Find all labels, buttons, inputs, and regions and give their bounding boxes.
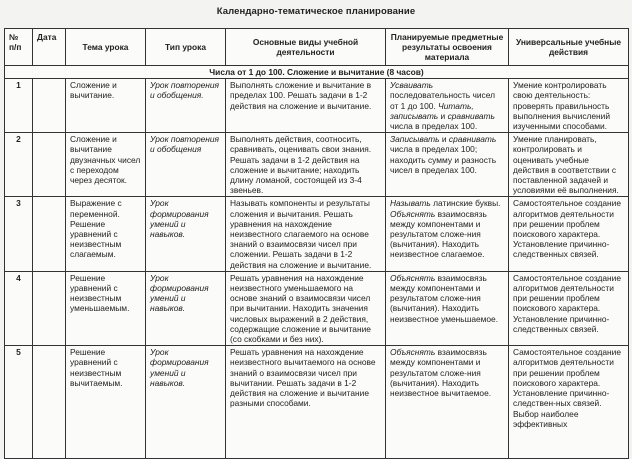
header-uud: Универсальные учебные действия	[509, 29, 629, 66]
result-segment: Усваивать	[390, 80, 434, 91]
header-num: № п/п	[5, 29, 33, 66]
planning-table	[4, 28, 629, 459]
cell-num: 3	[5, 197, 33, 271]
section-row	[5, 66, 629, 79]
cell-uud: Умение планировать, контролировать и оценивать учебные действия в соответствии с поставленной задачей и условиями её выполнения.	[509, 133, 629, 197]
cell-uud: Самостоятельное создание алгоритмов деятельности при решении проблем поискового характера. Установление причинно-следствен-ных связей. Выбор наиболее эффективных	[509, 346, 629, 459]
result-segment: Объяснять	[390, 208, 436, 219]
cell-activities: Называть компоненты и результаты сложения и вычитания. Решать уравнения на нахождение неизвестного слагаемого на основе знаний о взаимосвязи чисел при сложении. Решать задачи в 1-2 действия на сложение и вычитание.	[226, 197, 386, 271]
result-segment: взаимосвязь между компонентами и результатом сложе-ния (вычитания). Находить неизвестное вычитаемое.	[390, 347, 492, 399]
table-row	[5, 79, 629, 133]
cell-topic: Решение уравнений с неизвестным уменьшаемым.	[66, 271, 146, 345]
cell-results	[386, 346, 509, 459]
cell-activities: Решать уравнения на нахождение неизвестного вычитаемого на основе знаний о взаимосвязи чисел при вычитании. Решать задачи в 1-2 действия на сложение и вычитание разными способами.	[226, 346, 386, 459]
cell-type: Урок повторения и обобщения	[146, 133, 226, 197]
result-segment: Записывать	[390, 134, 440, 145]
cell-num: 1	[5, 79, 33, 133]
cell-date	[33, 346, 66, 459]
cell-date	[33, 271, 66, 345]
result-segment: последовательность чисел от 1 до 100.	[390, 90, 495, 111]
cell-date	[33, 133, 66, 197]
result-segment: взаимосвязь между компонентами и результатом сложе-ния (вычитания). Находить неизвестное слагаемое.	[390, 208, 487, 260]
result-segment: взаимосвязь между компонентами и результатом сложе-ния (вычитания). Находить неизвестное уменьшаемое.	[390, 272, 499, 324]
cell-type: Урок повторения и обобщения.	[146, 79, 226, 133]
header-date: Дата	[33, 29, 66, 66]
cell-num: 4	[5, 271, 33, 345]
header-topic: Тема урока	[66, 29, 146, 66]
result-segment: Называть	[390, 198, 431, 209]
result-segment: и	[439, 134, 449, 145]
cell-topic: Выражение с переменной. Решение уравнений с неизвестным слагаемым.	[66, 197, 146, 271]
result-segment: сравнивать	[447, 110, 495, 121]
header-results: Планируемые предметные результаты освоения материала	[386, 29, 509, 66]
header-type: Тип урока	[146, 29, 226, 66]
cell-topic: Сложение и вычитание двузначных чисел с переходом через десяток.	[66, 133, 146, 197]
cell-activities: Выполнять сложение и вычитание в пределах 100. Решать задачи в 1-2 действия на сложение и вычитание.	[226, 79, 386, 133]
table-row	[5, 197, 629, 271]
cell-topic: Сложение и вычитание.	[66, 79, 146, 133]
cell-uud: Самостоятельное создание алгоритмов деятельности при решении проблем поискового характера. Установление причинно-следственных связей.	[509, 197, 629, 271]
cell-activities: Выполнять действия, соотносить, сравнивать, оценивать свои знания. Решать задачи в 1-2 действия на сложение и вычитание; находить длину ломаной, состоящей из 3-4 звеньев.	[226, 133, 386, 197]
table-row	[5, 271, 629, 345]
section-title: Числа от 1 до 100. Сложение и вычитание (8 часов)	[5, 66, 629, 79]
page-title: Календарно-тематическое планирование	[216, 6, 416, 17]
cell-results	[386, 197, 509, 271]
result-segment: и	[438, 110, 448, 121]
cell-results	[386, 79, 509, 133]
table-row	[5, 346, 629, 459]
cell-type: Урок формирования умений и навыков.	[146, 197, 226, 271]
result-segment: латинские буквы.	[430, 198, 501, 209]
result-segment: Читать, записывать	[390, 100, 474, 121]
header-row	[5, 29, 629, 66]
cell-date	[33, 79, 66, 133]
cell-uud: Самостоятельное создание алгоритмов деятельности при решении проблем поискового характера. Установление причинно-следственных связей.	[509, 271, 629, 345]
table-row	[5, 133, 629, 197]
cell-results	[386, 133, 509, 197]
cell-results	[386, 271, 509, 345]
cell-topic: Решение уравнений с неизвестным вычитаемым.	[66, 346, 146, 459]
cell-activities: Решать уравнения на нахождение неизвестного уменьшаемого на основе знаний о взаимосвязи чисел при вычитании. Находить значения числовых выражений в 2 действия, содержащие сложение и вычитание (со скобками и без них).	[226, 271, 386, 345]
cell-num: 2	[5, 133, 33, 197]
cell-type: Урок формирования умений и навыков.	[146, 271, 226, 345]
result-segment: сравнивать	[448, 134, 497, 145]
cell-date	[33, 197, 66, 271]
result-segment: Объяснять	[390, 347, 436, 358]
cell-num: 5	[5, 346, 33, 459]
cell-type: Урок формирования умений и навыков.	[146, 346, 226, 459]
result-segment: числа в пределах 100.	[390, 121, 478, 132]
cell-uud: Умение контролировать свою деятельность: проверять правильность выполнения вычислений изученными способами.	[509, 79, 629, 133]
header-activities: Основные виды учебной деятельности	[226, 29, 386, 66]
result-segment: Объяснять	[390, 272, 436, 283]
result-segment: числа в пределах 100; находить сумму и разность чисел в пределах 100.	[390, 144, 497, 175]
